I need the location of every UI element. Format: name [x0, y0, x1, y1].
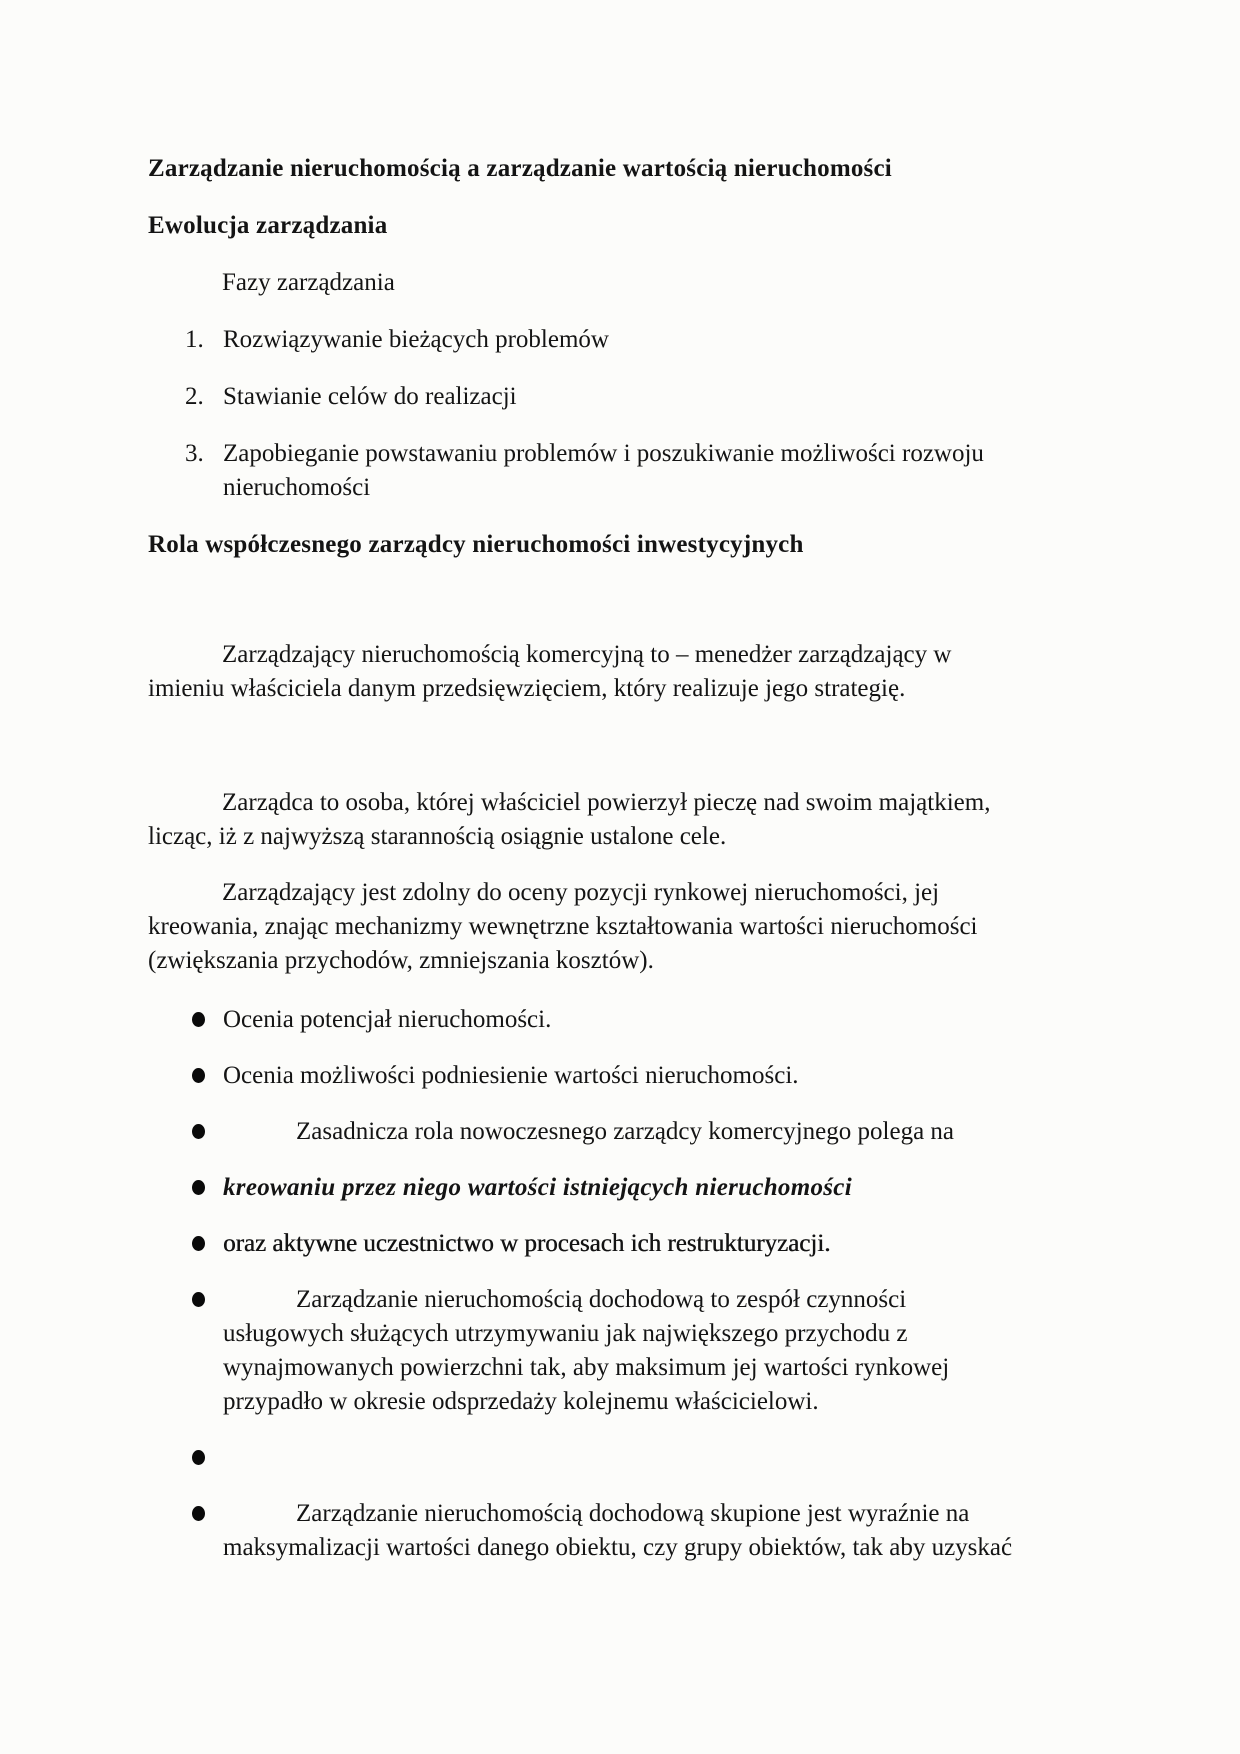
phase-number: 2. — [185, 383, 204, 410]
phase-text: Stawianie celów do realizacji — [223, 383, 517, 410]
phase-text: Rozwiązywanie bieżących problemów — [223, 326, 609, 353]
section-heading-ewolucja: Ewolucja zarządzania — [148, 212, 388, 239]
phase-number: 3. — [185, 440, 204, 467]
bullet-item — [148, 1227, 1100, 1261]
bullet-icon — [192, 1012, 205, 1027]
bullet-icon — [192, 1450, 205, 1465]
bullet-item — [148, 1115, 1100, 1149]
paragraph: Zarządzający nieruchomością komercyjną to – menedżer zarządzający w imieniu właściciela danym przedsięwzięciem, który realizuje jego strategię. — [148, 641, 952, 702]
section-heading-rola: Rola współczesnego zarządcy nieruchomości inwestycyjnych — [148, 531, 804, 558]
bullet-icon — [192, 1292, 205, 1307]
bullet-text: oraz aktywne uczestnictwo w procesach ich restrukturyzacji. — [223, 1230, 831, 1257]
bullet-text: kreowaniu przez niego wartości istniejących nieruchomości — [223, 1174, 852, 1201]
phase-number: 1. — [185, 326, 204, 353]
bullet-text: Zarządzanie nieruchomością dochodową to zespół czynności usługowych służących utrzymywaniu jak największego przychodu z wynajmowanych powierzchni tak, aby maksimum jej wartości rynkowej przypadło w okresie odsprzedaży kolejnemu właścicielowi. — [223, 1286, 950, 1415]
bullet-icon — [192, 1180, 205, 1195]
document-title: Zarządzanie nieruchomością a zarządzanie wartością nieruchomości — [148, 155, 892, 182]
bullet-item — [148, 1497, 1100, 1565]
bullet-text: Ocenia potencjał nieruchomości. — [223, 1006, 552, 1033]
phase-item — [148, 437, 1100, 505]
bullet-icon — [192, 1236, 205, 1251]
bullet-list — [148, 1003, 1100, 1565]
phase-text: Zapobieganie powstawaniu problemów i poszukiwanie możliwości rozwoju nieruchomości — [223, 440, 984, 501]
bullet-icon — [192, 1506, 205, 1521]
bullet-text: Zarządzanie nieruchomością dochodową skupione jest wyraźnie na maksymalizacji wartości danego obiektu, czy grupy obiektów, tak aby uzyskać — [223, 1500, 1013, 1561]
bullet-item — [148, 1003, 1100, 1037]
paragraph: Zarządzający jest zdolny do oceny pozycji rynkowej nieruchomości, jej kreowania, znając mechanizmy wewnętrzne kształtowania wartości nieruchomości (zwiększania przychodów, zmniejszania kosztów). — [148, 879, 978, 974]
bullet-icon — [192, 1068, 205, 1083]
phase-item — [148, 380, 1100, 414]
bullet-icon — [192, 1124, 205, 1139]
paragraph: Zarządca to osoba, której właściciel powierzył pieczę nad swoim majątkiem, licząc, iż z najwyższą starannością osiągnie ustalone cele. — [148, 789, 991, 850]
phases-list — [148, 323, 1100, 505]
bullet-text: Zasadnicza rola nowoczesnego zarządcy komercyjnego polega na — [296, 1118, 955, 1145]
phase-item — [148, 323, 1100, 357]
bullet-item — [148, 1059, 1100, 1093]
bullet-item — [148, 1171, 1100, 1205]
bullet-text: Ocenia możliwości podniesienie wartości nieruchomości. — [223, 1062, 799, 1089]
bullet-item — [148, 1283, 1100, 1419]
bullet-item-empty — [148, 1441, 1100, 1475]
subheading-fazy: Fazy zarządzania — [222, 269, 395, 296]
